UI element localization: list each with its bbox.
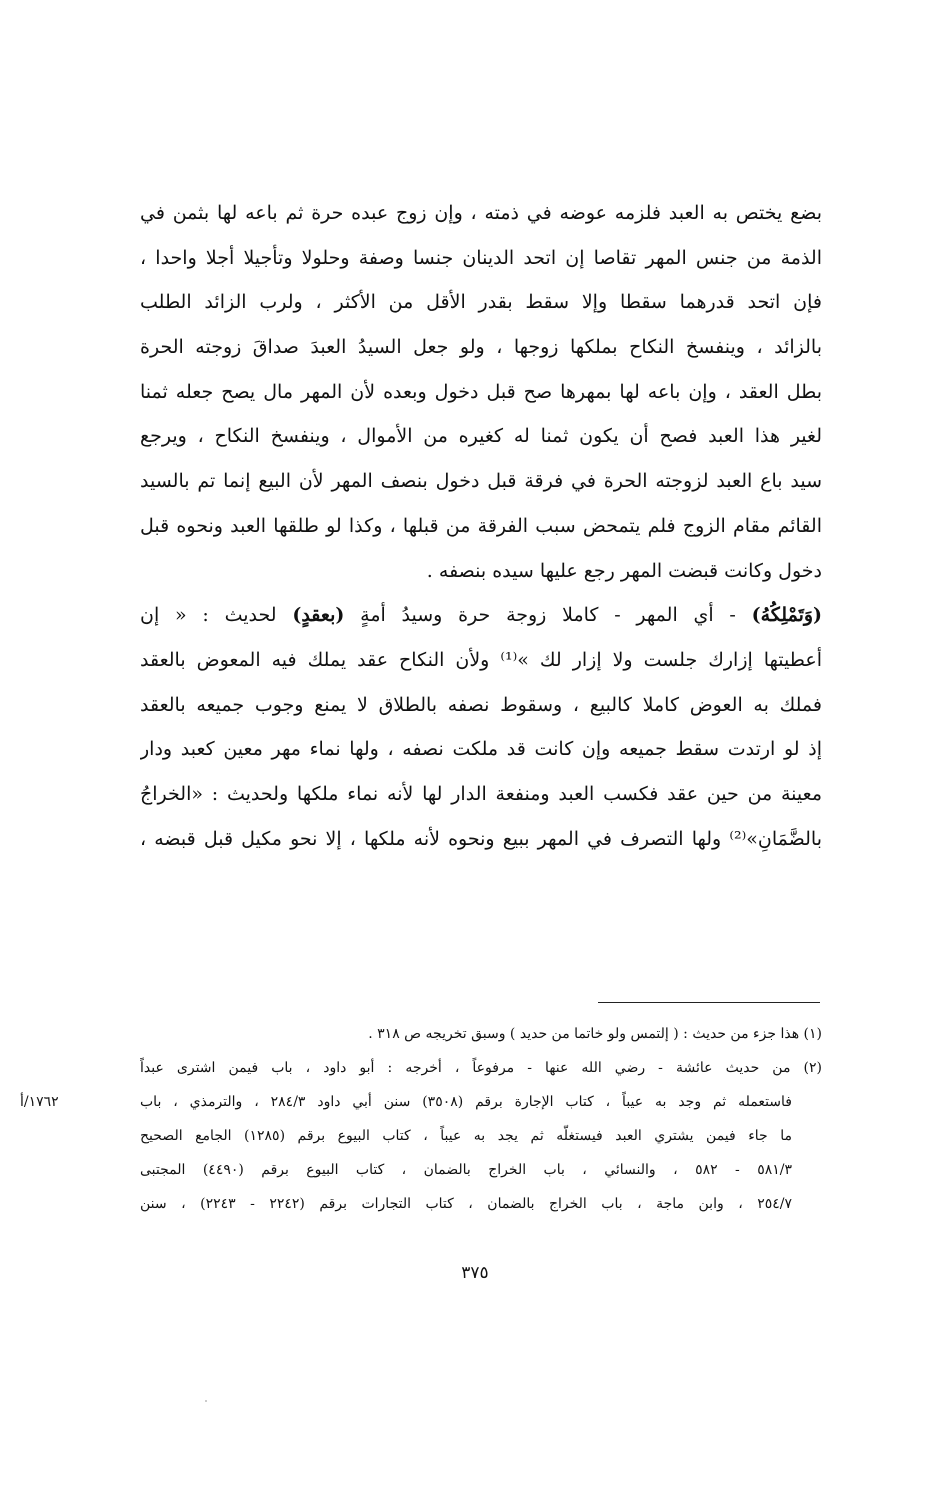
text-line: فملك به العوض كاملا كالبيع ، وسقوط نصفه بالطلاق لا يمنع وجوب جميعه بالعقد <box>140 693 822 716</box>
text-line: لغير هذا العبد فصح أن يكون ثمنا له كغيره من الأموال ، وينفسخ النكاح ، ويرجع <box>140 425 822 448</box>
main-text-body <box>140 191 822 861</box>
text-line: فإن اتحد قدرهما سقطا وإلا سقط بقدر الأقل من الأكثر ، ولرب الزائد الطلب <box>140 291 822 314</box>
text-line: معينة من حين عقد فكسب العبد ومنفعة الدار لها لأنه نماء ملكها ولحديث : «الخراجُ <box>140 782 822 805</box>
footnote-2-line: ٥٨١/٣ - ٥٨٢ ، والنسائي ، باب الخراج بالضمان ، كتاب البيوع برقم (٤٤٩٠) المجتبى <box>140 1162 792 1178</box>
page-number: ٣٧٥ <box>461 1263 489 1283</box>
footnote-2-line: فاستعمله ثم وجد به عيباً ، كتاب الإجارة برقم (٣٥٠٨) سنن أبي داود ٢٨٤/٣ ، والترمذي ، باب <box>140 1094 792 1110</box>
text-line: بطل العقد ، وإن باعه لها بمهرها صح قبل دخول وبعده لأن المهر مال يصح جعله ثمنا <box>140 380 822 403</box>
text-line: سيد باع العبد لزوجته الحرة في فرقة قبل دخول بنصف المهر لأن البيع إنما تم بالسيد <box>140 470 822 493</box>
text-line: أعطيتها إزارك جلست ولا إزار لك »⁽¹⁾ ولأن النكاح عقد يملك فيه المعوض بالعقد <box>140 648 822 671</box>
scan-speck <box>205 1400 207 1402</box>
text-line: بضع يختص به العبد فلزمه عوضه في ذمته ، وإن زوج عبده حرة ثم باعه لها بثمن في <box>140 202 822 224</box>
text-line: إذ لو ارتدت سقط جميعه وإن كانت قد ملكت نصفه ، ولها نماء مهر معين كعبد ودار <box>140 738 822 761</box>
matn-term: (بعقدٍ) <box>292 604 345 627</box>
footnote-2-line: ٢٥٤/٧ ، وابن ماجة ، باب الخراج بالضمان ، كتاب التجارات برقم (٢٢٤٢ - ٢٢٤٣) ، سنن <box>140 1196 793 1212</box>
paragraph-2-first-line <box>140 593 822 638</box>
manuscript-folio-note: ١٧٦٢/أ <box>20 1094 59 1110</box>
text-line: القائم مقام الزوج فلم يتمحض سبب الفرقة من قبلها ، وكذا لو طلقها العبد ونحوه قبل <box>140 514 822 537</box>
footnote-2-line: ما جاء فيمن يشتري العبد فيستغلّه ثم يجد به عيباً ، كتاب البيوع برقم (١٢٨٥) الجامع الصحيح <box>140 1128 792 1144</box>
text-line: دخول وكانت قبضت المهر رجع عليها سيده بنصفه . <box>426 559 822 582</box>
footnote-1: (١) هذا جزء من حديث : ( إلتمس ولو خاتما من حديد ) وسبق تخريجه ص ٣١٨ . <box>368 1026 822 1042</box>
text-segment: - أي المهر - كاملا زوجة حرة وسيدُ أمةٍ <box>360 604 736 627</box>
footnote-2-line: (٢) من حديث عائشة - رضي الله عنها - مرفوعاً ، أخرجه : أبو داود ، باب فيمن اشترى عبداً <box>140 1060 822 1076</box>
text-line: الذمة من جنس المهر تقاصا إن اتحد الدينان جنسا وصفة وحلولا وتأجيلا أجلا واحدا ، <box>140 246 822 269</box>
matn-term: (وَتَمْلِكُهُ) <box>751 604 822 627</box>
text-line: بالزائد ، وينفسخ النكاح بملكها زوجها ، ولو جعل السيدُ العبدَ صداقَ زوجته الحرة <box>140 336 822 359</box>
text-segment: لحديث : « إن <box>140 604 277 627</box>
footnotes <box>140 1017 822 1221</box>
footnote-separator <box>598 1002 820 1003</box>
text-line: بالضَّمَانِ»⁽²⁾ ولها التصرف في المهر ببيع ونحوه لأنه ملكها ، إلا نحو مكيل قبل قبضه ، <box>140 827 822 850</box>
